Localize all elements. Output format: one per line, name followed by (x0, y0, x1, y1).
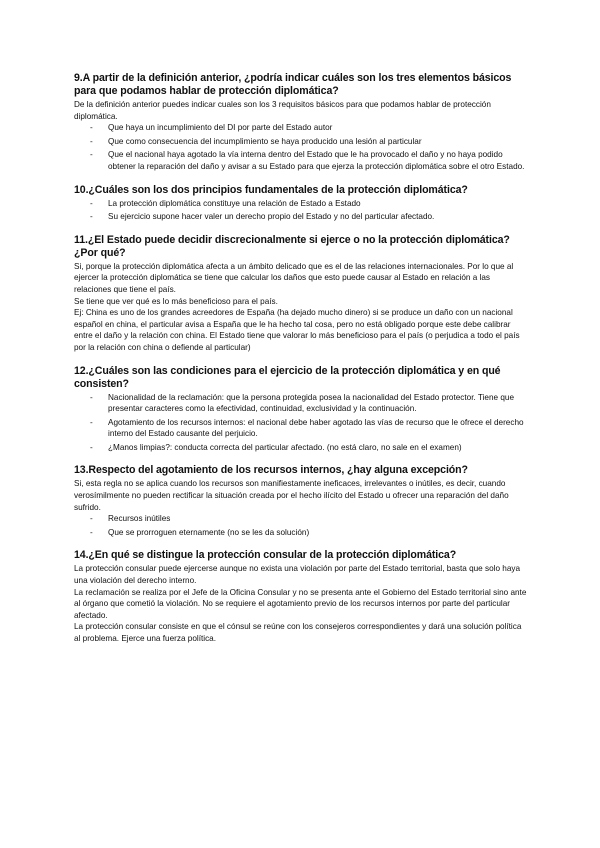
answer-list (74, 392, 529, 454)
list-item: - Agotamiento de los recursos internos: el nacional debe haber agotado las vías de recurso que le ofrece el derecho interno del Estado causante del perjuicio. (74, 417, 529, 440)
document-page (74, 72, 529, 656)
answer-paragraph: Ej: China es uno de los grandes acreedores de España (ha dejado mucho dinero) si se produce un daño con un nacional español en china, el particular avisa a España que le ha hecho tal cosa, pero no está obligado porque este debe calibrar entre el daño y la relación con china. El Estado tiene que valorar lo más beneficioso para el país (o perjudica a todo el país por la relación con china o defiende al particular) (74, 308, 520, 352)
list-item: - Nacionalidad de la reclamación: que la persona protegida posea la nacionalidad del Estado protector. Tiene que presentar caracteres como la efectividad, continuidad, exclusividad y la continuación. (74, 392, 529, 415)
question-title: 14.¿En qué se distingue la protección consular de la protección diplomática? (74, 549, 457, 562)
question-9 (74, 72, 529, 173)
list-item: - ¿Manos limpias?: conducta correcta del particular afectado. (no está claro, no sale en el examen) (74, 442, 529, 454)
answer-paragraph: La protección consular puede ejercerse aunque no exista una violación por parte del Estado territorial, basta que solo haya una violación del derecho interno. (74, 564, 521, 586)
list-item: - La protección diplomática constituye una relación de Estado a Estado (74, 198, 529, 210)
question-13 (74, 464, 529, 538)
answer-paragraph: Si, porque la protección diplomática afecta a un ámbito delicado que es el de las relaciones internacionales. Por lo que al ejercer la protección diplomática se tiene que calcular los daños que esto puede causar al Estado en relación a las relaciones que tiene el país. (74, 261, 514, 294)
answer-paragraph: Se tiene que ver qué es lo más beneficioso para el país. (74, 296, 278, 306)
list-item: - Que como consecuencia del incumplimiento se haya producido una lesión al particular (74, 136, 529, 148)
question-title: 13.Respecto del agotamiento de los recursos internos, ¿hay alguna excepción? (74, 464, 468, 477)
list-item: - Que el nacional haya agotado la vía interna dentro del Estado que le ha provocado el daño y no haya podido obtener la reparación del daño y avisar a su Estado para que ejerza la protección diplomática sobre el otro Estado. (74, 149, 529, 172)
list-item: - Su ejercicio supone hacer valer un derecho propio del Estado y no del particular afectado. (74, 211, 529, 223)
question-14 (74, 549, 529, 644)
answer-list (74, 198, 529, 223)
question-title: 10.¿Cuáles son los dos principios fundamentales de la protección diplomática? (74, 183, 468, 196)
list-item: - Recursos inútiles (74, 513, 529, 525)
list-item: - Que se prorroguen eternamente (no se les da solución) (74, 527, 529, 539)
question-10 (74, 184, 529, 223)
question-title: 12.¿Cuáles son las condiciones para el ejercicio de la protección diplomática y en qué consisten? (74, 364, 501, 390)
answer-list (74, 122, 529, 172)
list-item: - Que haya un incumplimiento del DI por parte del Estado autor (74, 122, 529, 134)
answer-paragraph: De la definición anterior puedes indicar cuales son los 3 requisitos básicos para que podamos hablar de protección diplomática. (74, 100, 491, 121)
answer-paragraph: Si, esta regla no se aplica cuando los recursos son manifiestamente ineficaces, irrelevantes o inútiles, es decir, cuando verosímilmente no pueden rectificar la situación creada por el hecho ilícito del Estado u ofrecer una reparación del daño sufrido. (74, 479, 509, 512)
answer-list (74, 513, 529, 538)
question-title: 11.¿El Estado puede decidir discrecionalmente si ejerce o no la protección diplomática? ¿Por qué? (74, 233, 510, 259)
question-11 (74, 234, 529, 354)
answer-paragraph: La reclamación se realiza por el Jefe de la Oficina Consular y no se presenta ante el Gobierno del Estado territorial sino ante al órgano que cometió la violación. No se requiere el agotamiento previo de los recursos internos por parte del particular afectado. (74, 587, 527, 620)
question-title: 9.A partir de la definición anterior, ¿podría indicar cuáles son los tres elementos básicos para que podamos hablar de protección diplomática? (74, 72, 512, 97)
question-12 (74, 365, 529, 454)
answer-paragraph: La protección consular consiste en que el cónsul se reúne con los consejeros correspondientes y dará una solución política al problema. Ejerce una fuerza política. (74, 622, 522, 643)
